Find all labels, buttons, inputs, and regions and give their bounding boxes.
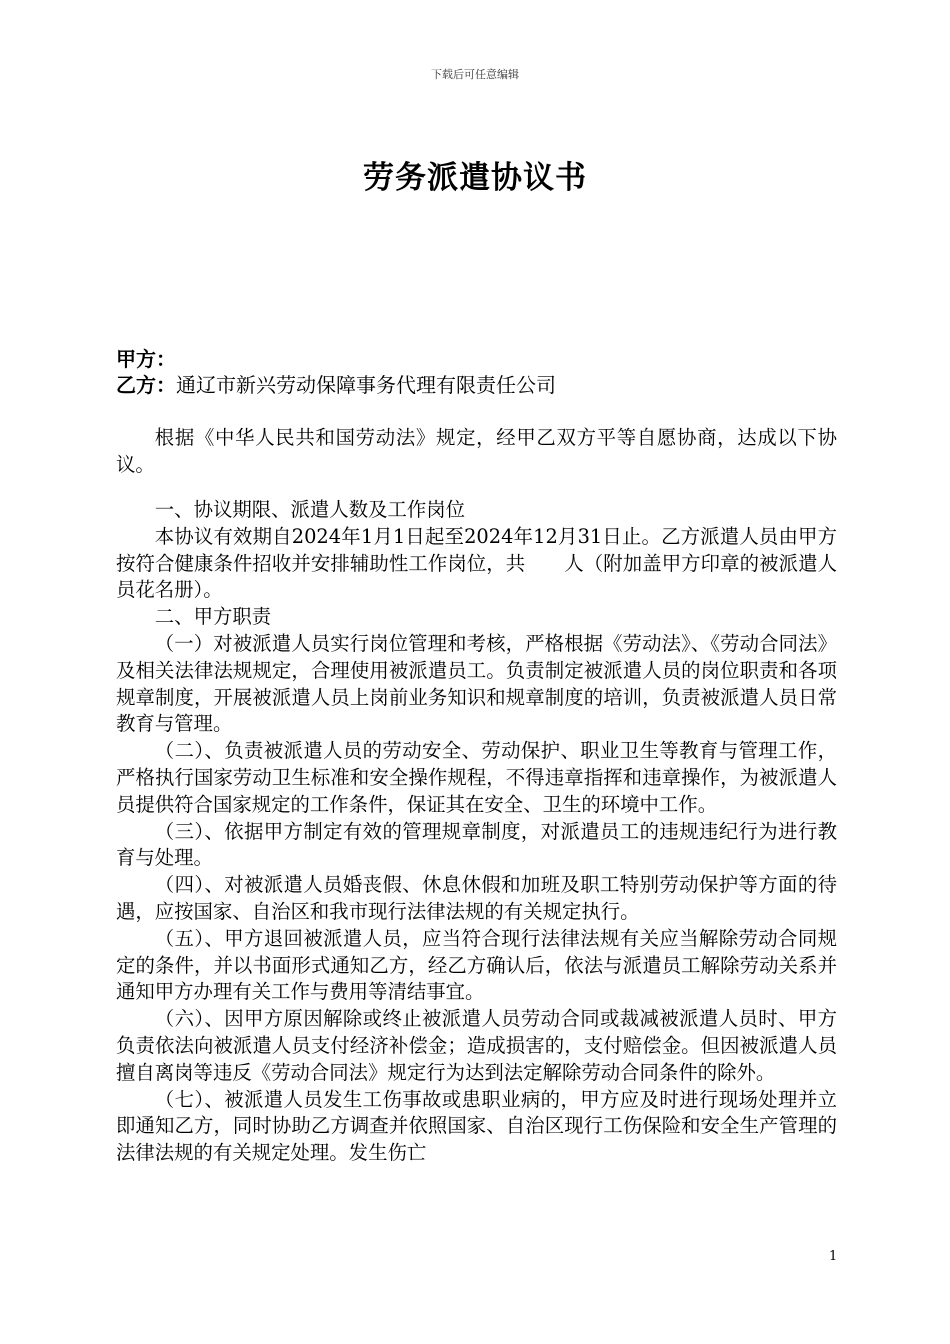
header-note: 下载后可任意编辑 [431,68,519,81]
agreement-body [116,497,837,1167]
paragraph: 本协议有效期自2024年1月1日起至2024年12月31日止。乙方派遣人员由甲方按符合健康条件招收并安排辅助性工作岗位，共 人（附加盖甲方印章的被派遣人员花名册）。 [116,524,837,602]
section-heading: 一、协议期限、派遣人数及工作岗位 [154,498,466,521]
intro-block [116,425,837,479]
paragraph: （七）、被派遣人员发生工伤事故或患职业病的，甲方应及时进行现场处理并立即通知乙方，同时协助乙方调查并依照国家、自治区现行工伤保险和安全生产管理的法律法规的有关规定处理。发生伤亡 [116,1087,837,1165]
paragraph: （二）、负责被派遣人员的劳动安全、劳动保护、职业卫生等教育与管理工作，严格执行国家劳动卫生标准和安全操作规程，不得违章指挥和违章操作，为被派遣人员提供符合国家规定的工作条件，保证其在安全、卫生的环境中工作。 [116,739,837,816]
paragraph: （三）、依据甲方制定有效的管理规章制度，对派遣员工的违规违纪行为进行教育与处理。 [116,819,837,870]
party-a-line [116,346,846,372]
paragraph: （四）、对被派遣人员婚丧假、休息休假和加班及职工特别劳动保护等方面的待遇，应按国家、自治区和我市现行法律法规的有关规定执行。 [116,873,837,923]
page-number: 1 [829,1249,838,1264]
party-b-line [116,372,846,398]
intro-paragraph: 根据《中华人民共和国劳动法》规定，经甲乙双方平等自愿协商，达成以下协议。 [116,426,837,476]
paragraph: （一）对被派遣人员实行岗位管理和考核，严格根据《劳动法》、《劳动合同法》及相关法律法规规定，合理使用被派遣员工。负责制定被派遣人员的岗位职责和各项规章制度，开展被派遣人员上岗前业务知识和规章制度的培训，负责被派遣人员日常教育与管理。 [116,631,837,736]
section-heading: 二、甲方职责 [154,605,272,629]
party-b-label: 乙方： [116,373,176,397]
paragraph: （五）、甲方退回被派遣人员，应当符合现行法律法规有关应当解除劳动合同规定的条件，并以书面形式通知乙方，经乙方确认后，依法与派遣员工解除劳动关系并通知甲方办理有关工作与费用等清结事宜。 [116,926,837,1004]
parties-block [116,346,846,398]
party-b-value: 通辽市新兴劳动保障事务代理有限责任公司 [176,373,556,397]
party-a-label: 甲方： [116,347,176,371]
paragraph: （六）、因甲方原因解除或终止被派遣人员劳动合同或裁减被派遣人员时、甲方负责依法向被派遣人员支付经济补偿金；造成损害的，支付赔偿金。但因被派遣人员擅自离岗等违反《劳动合同法》规定行为达到法定解除劳动合同条件的除外。 [116,1007,837,1084]
document-title: 劳务派遣协议书 [363,160,587,196]
